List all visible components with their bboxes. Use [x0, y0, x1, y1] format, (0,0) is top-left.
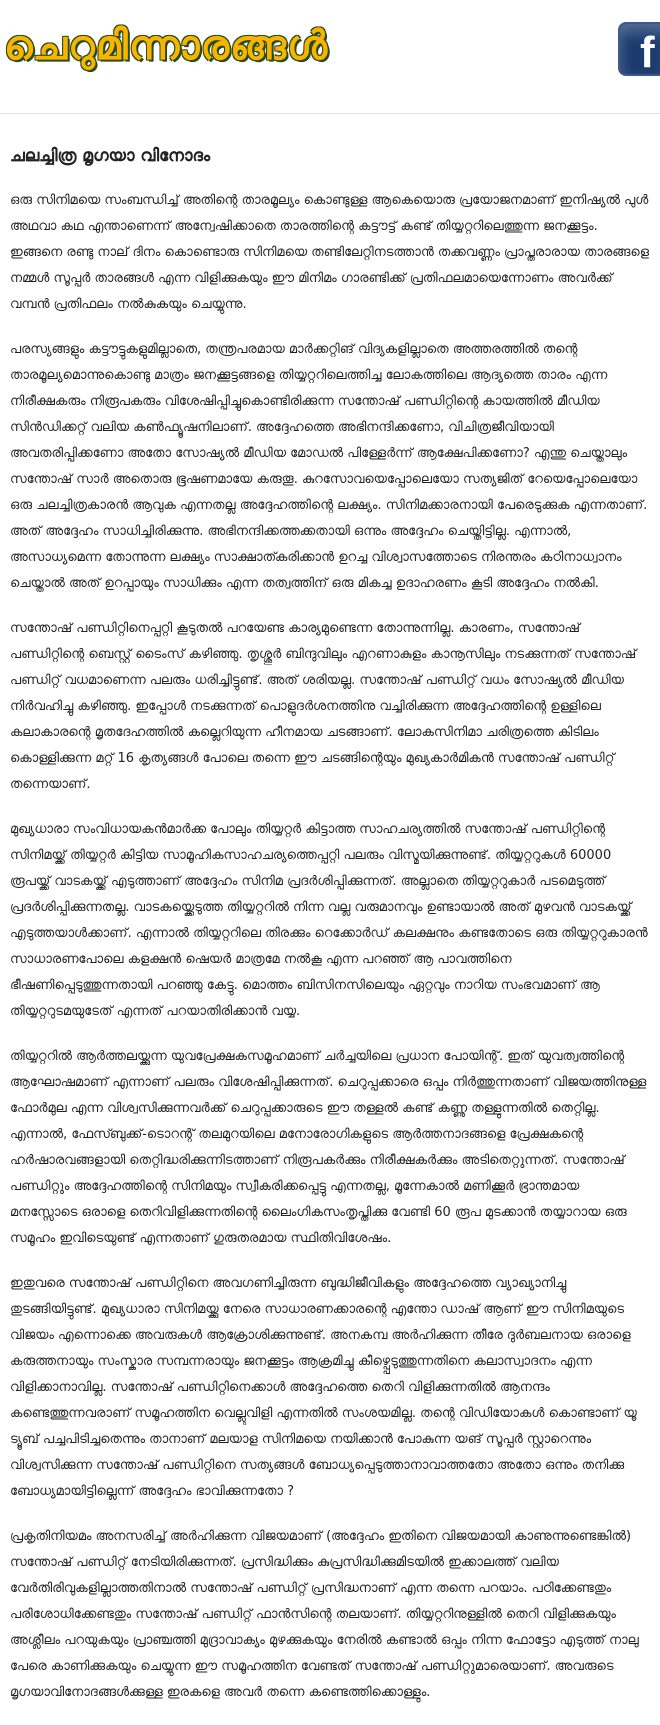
- article-paragraph: ഇതുവരെ സന്തോഷ് പണ്ഡിറ്റിനെ അവഗണിച്ചിരുന്ന ബുദ്ധിജീവികളും അദ്ദേഹത്തെ വ്യാഖ്യാനിച്ചു തുടങ്ങിയിട്ടുണ്ട്. മുഖ്യധാരാ സിനിമയ്ക്കു നേരെ സാധാരണക്കാരന്റെ എന്തോ ഡാഷ് ആണ് ഈ സിനിമയുടെ വിജയം എന്നൊക്കെ അവരുകൾ ആക്രോശിക്കുന്നുണ്ട്. അനകമ്പ അർഹിക്കുന്ന തീരേ ദുർബലനായ ഒരാളെ കരുത്തനായും സംസ്കാര സമ്പന്നരായും ജനക്കൂട്ടം ആക്രമിച്ചു കീഴ്പ്പെടുത്തുന്നതിനെ കലാസ്വാദനം എന്ന വിളിക്കാനാവില്ല. സന്തോഷ് പണ്ഡിറ്റിനെക്കാൾ അദ്ദേഹത്തെ തെറി വിളിക്കുന്നതിൽ ആനന്ദം കണ്ടെത്തുന്നവരാണ് സമൂഹത്തിന വെല്ലുവിളി എന്നതിൽ സംശയമില്ല. തന്റെ വിഡിയോകൾ കൊണ്ടാണ് യൂ ട്യൂബ് പച്ചപിടിച്ചതെന്നും താനാണ് മലയാള സിനിമയെ നയിക്കാൻ പോകുന്ന യങ് സൂപ്പർ സ്റ്റാറെന്നും വിശ്വസിക്കുന്ന സന്തോഷ് പണ്ഡിറ്റിനെ സത്യങ്ങൾ ബോധ്യപ്പെടുത്താനാവാത്തതോ അതോ ഒന്നും തനിക്കു ബോധ്യമായിട്ടില്ലെന്ന് അദ്ദേഹം ഭാവിക്കുന്നതോ ?: [10, 1276, 637, 1499]
- site-header: [0, 0, 660, 112]
- article-paragraph: പ്രകൃതിനിയമം അനസരിച്ച് അർഹിക്കുന്ന വിജയമാണ് (അദ്ദേഹം ഇതിനെ വിജയമായി കാണുന്നുണ്ടെങ്കിൽ) സന്തോഷ് പണ്ഡിറ്റ് നേടിയിരിക്കുന്നത്. പ്രസിദ്ധിക്കും കുപ്രസിദ്ധിക്കുമിടയിൽ ഇക്കാലത്ത് വലിയ വേർതിരിവുകളില്ലാത്തതിനാൽ സന്തോഷ് പണ്ഡിറ്റ് പ്രസിദ്ധനാണ് എന്ന തന്നെ പറയാം. പഠിക്കേണ്ടതും പരിശോധിക്കേണ്ടതും സന്തോഷ് പണ്ഡിറ്റ് ഫാൻസിന്റെ തലയാണ്. തിയ്യറ്ററിനുള്ളിൽ തെറി വിളിക്കുകയും അശ്ലീലം പറയുകയും പ്രാഞ്ചത്തി മുദ്രാവാക്യം മുഴക്കുകയും നേരിൽ കണ്ടാൽ ഒപ്പം നിന്ന ഫോട്ടോ എടുത്ത് നാലു പേരെ കാണിക്കുകയും ചെയ്യുന്ന ഈ സമൂഹത്തിന വേണ്ടത് സന്തോഷ് പണ്ഡിറ്റുമാരെയാണ്. അവരുടെ മൃഗയാവിനോദങ്ങൾക്കുള്ള ഇരകളെ അവർ തന്നെ കണ്ടെത്തിക്കൊള്ളും.: [10, 1529, 639, 1700]
- facebook-glyph: f: [640, 28, 655, 77]
- article-paragraph: തിയ്യറ്ററിൽ ആർത്തലയ്ക്കുന്ന യുവപ്രേക്ഷകസമൂഹമാണ് ചർച്ചയിലെ പ്രധാന പോയിന്റ്. ഇത് യുവത്വത്തിന്റെ ആഘോഷമാണ് എന്നാണ് പലരും വിശേഷിപ്പിക്കുന്നത്. ചെറുപ്പക്കാരെ ഒപ്പം നിർത്തുന്നതാണ് വിജയത്തിനുള്ള ഫോർമുല എന്ന വിശ്വസിക്കുന്നവർക്ക് ചെറുപ്പക്കാരുടെ ഈ തള്ളൽ കണ്ട് കണ്ണു തള്ളുന്നതിൽ തെറ്റില്ല. എന്നാൽ, ഫേസ്ബുക്ക്-ടൊറന്റ് തലമുറയിലെ മനോരോഗികളുടെ ആർത്തനാദങ്ങളെ പ്രേക്ഷകന്റെ ഹർഷാരവങ്ങളായി തെറ്റിദ്ധരിക്കുന്നിടത്താണ് നിരൂപകർക്കും നിരീക്ഷകർക്കും അടിതെറ്റുന്നത്. സന്തോഷ് പണ്ഡിറ്റും അദ്ദേഹത്തിന്റെ സിനിമയും സ്വീകരിക്കപ്പെട്ടു എന്നതല്ല, മൂന്നേകാൽ മണിക്കൂർ ഭ്രാന്തമായ മനസ്സോടെ ഒരാളെ തെറിവിളിക്കുന്നതിന്റെ ലൈംഗികസംതൃപ്തിക്കു വേണ്ടി 60 രൂപ മുടക്കാൻ തയ്യാറായ ഒരു സമൂഹം ഇവിടെയുണ്ട് എന്നതാണ് ഗുരുതരമായ സ്ഥിതിവിശേഷം.: [10, 1049, 647, 1246]
- header-divider: [0, 113, 660, 114]
- site-logo[interactable]: ചെറുമിന്നാരങ്ങൾ: [4, 22, 329, 69]
- article-paragraph: മുഖ്യധാരാ സംവിധായകൻമാർക്ക പോലും തിയ്യറ്റർ കിട്ടാത്ത സാഹചര്യത്തിൽ സന്തോഷ് പണ്ഡിറ്റിന്റെ സിനിമയ്ക്ക് തിയ്യറ്റർ കിട്ടിയ സാമൂഹികസാഹചര്യത്തെപ്പറ്റി പലരും വിസ്മയിക്കുന്നുണ്ട്. തിയ്യറ്ററുകൾ 60000 രൂപയ്ക്ക് വാടകയ്ക്ക് എടുത്താണ് അദ്ദേഹം സിനിമ പ്രദർശിപ്പിക്കുന്നത്. അല്ലാതെ തിയ്യറ്ററുകാർ പടമെടുത്ത് പ്രദർശിപ്പിക്കുന്നതല്ല. വാടകയ്ക്കെടുത്ത തിയ്യറ്ററിൽ നിന്ന വല്ല വരുമാനവും ഉണ്ടായാൽ അത് മുഴവൻ വാടകയ്ക്ക് എടുത്തയാൾക്കാണ്. എന്നാൽ തിയ്യറ്ററിലെ തിരക്കും റെക്കോർഡ് കലക്ഷനും കണ്ടതോടെ ഒരു തിയ്യറ്ററുകാരൻ സാധാരണപോലെ കളക്ഷൻ ഷെയർ മാത്രമേ നൽകൂ എന്ന പറഞ്ഞ് ആ പാവത്തിനെ ഭീഷണിപ്പെടുത്തുന്നതായി പറഞ്ഞു കേട്ടു. മൊത്തം ബിസിനസിലെയും ഏറ്റവും നാറിയ സംഭവമാണ് ആ തിയ്യറ്ററുടമയുടേത് എന്നത് പറയാതിരിക്കാൻ വയ്യ.: [10, 822, 648, 1019]
- article-paragraph: സന്തോഷ് പണ്ഡിറ്റിനെപ്പറ്റി കൂടുതൽ പറയേണ്ട കാര്യമുണ്ടെന്ന തോന്നുന്നില്ല. കാരണം, സന്തോഷ് പണ്ഡിറ്റിന്റെ ബെസ്റ്റ് ടൈംസ് കഴിഞ്ഞു. തൃശ്ശൂർ ബിന്ദുവിലും എറണാകുളം കാനൂസിലും നടക്കുന്നത് സന്തോഷ് പണ്ഡിറ്റ് വധമാണെന്ന പലരും ധരിച്ചിട്ടുണ്ട്. അത് ശരിയല്ല. സന്തോഷ് പണ്ഡിറ്റ് വധം സോഷ്യൽ മീഡിയ നിർവഹിച്ചു കഴിഞ്ഞു. ഇപ്പോൾ നടക്കുന്നത് പൊളുദർശനത്തിനു വച്ചിരിക്കുന്ന അദ്ദേഹത്തിന്റെ ഉള്ളിലെ കലാകാരന്റെ മൃതദേഹത്തിൽ കല്ലെറിയുന്ന ഹീനമായ ചടങ്ങാണ്. ലോകസിനിമാ ചരിത്രത്തെ കിടിലം കൊള്ളിക്കുന്ന മറ്റ് 16 കൃത്യങ്ങൾ പോലെ തന്നെ ഈ ചടങ്ങിന്റെയും മുഖ്യകാർമികൻ സന്തോഷ് പണ്ഡിറ്റ് തന്നെയാണ്.: [10, 621, 637, 792]
- article-paragraph: പരസ്യങ്ങളും കട്ടൗട്ടുകളുമില്ലാതെ, തന്ത്രപരമായ മാർക്കറ്റിങ് വിദ്യകളില്ലാതെ അത്തരത്തിൽ തന്റെ താരമൂല്യമൊന്നുകൊണ്ടു മാത്രം ജനക്കൂട്ടങ്ങളെ തിയ്യറ്ററിലെത്തിച്ച ലോകത്തിലെ ആദ്യത്തെ താരം എന്ന നിരീക്ഷകരും നിരൂപകരും വിശേഷിപ്പിച്ചുകൊണ്ടിരിക്കുന്ന സന്തോഷ് പണ്ഡിറ്റിന്റെ കായത്തിൽ മീഡിയ സിൻഡിക്കറ്റ് വലിയ കൺഫ്യൂഷനിലാണ്. അദ്ദേഹത്തെ അഭിനന്ദിക്കണോ, വിചിത്രജീവിയായി അവതരിപ്പിക്കണോ അതോ സോഷ്യൽ മീഡിയ മോഡൽ പിള്ളേർന്ന് ആക്ഷേപിക്കണോ? എന്തു ചെയ്താലും സന്തോഷ് സാർ അതൊരു ഭൂഷണമായേ കരുതൂ. കുറസോവയെപ്പോലെയോ സത്യജിത് റേയെപ്പോലെയോ ഒരു ചലച്ചിത്രകാരൻ ആവുക എന്നതല്ല അദ്ദേഹത്തിന്റെ ലക്ഷ്യം. സിനിമക്കാരനായി പേരെടുക്കുക എന്നതാണ്. അത് അദ്ദേഹം സാധിച്ചിരിക്കുന്നു. അഭിനന്ദിക്കത്തക്കതായി ഒന്നും അദ്ദേഹം ചെയ്തിട്ടില്ല. എന്നാൽ, അസാധ്യമെന്ന തോന്നുന്ന ലക്ഷ്യം സാക്ഷാത്കരിക്കാൻ ഉറച്ച വിശ്വാസത്തോടെ നിരന്തരം കഠിനാധ്വാനം ചെയ്താൽ അത് ഉറപ്പായും സാധിക്കും എന്ന തത്വത്തിന് ഒരു മികച്ച ഉദാഹരണം കൂടി അദ്ദേഹം നൽകി.: [10, 342, 648, 591]
- article-paragraph: ഒരു സിനിമയെ സംബന്ധിച്ച് അതിന്റെ താരമൂല്യം കൊണ്ടുള്ള ആകെയൊരു പ്രയോജനമാണ് ഇനിഷ്യൽ പുൾ അഥവാ കഥ എന്താണെന്ന് അന്വേഷിക്കാതെ താരത്തിന്റെ കട്ടൗട്ട് കണ്ട് തിയ്യറ്ററിലെത്തുന്ന ജനക്കൂട്ടം. ഇങ്ങനെ രണ്ടു നാല് ദിനം കൊണ്ടൊരു സിനിമയെ തണ്ടിലേറ്റിനടത്താൻ തക്കവണ്ണം പ്രാപ്തരാരായ താരങ്ങളെ നമ്മൾ സൂപ്പർ താരങ്ങൾ എന്ന വിളിക്കുകയും ഈ മിനിമം ഗാരണ്ടിക്ക് പ്രതിഫലമായെന്നോണം അവർക്ക് വമ്പൻ പ്രതിഫലം നൽകുകയും ചെയ്യുന്നു.: [10, 193, 650, 312]
- facebook-icon[interactable]: [618, 22, 660, 76]
- article-title: ചലച്ചിത്ര മൃഗയാ വിനോദം: [10, 146, 211, 166]
- article-body: [10, 188, 650, 1725]
